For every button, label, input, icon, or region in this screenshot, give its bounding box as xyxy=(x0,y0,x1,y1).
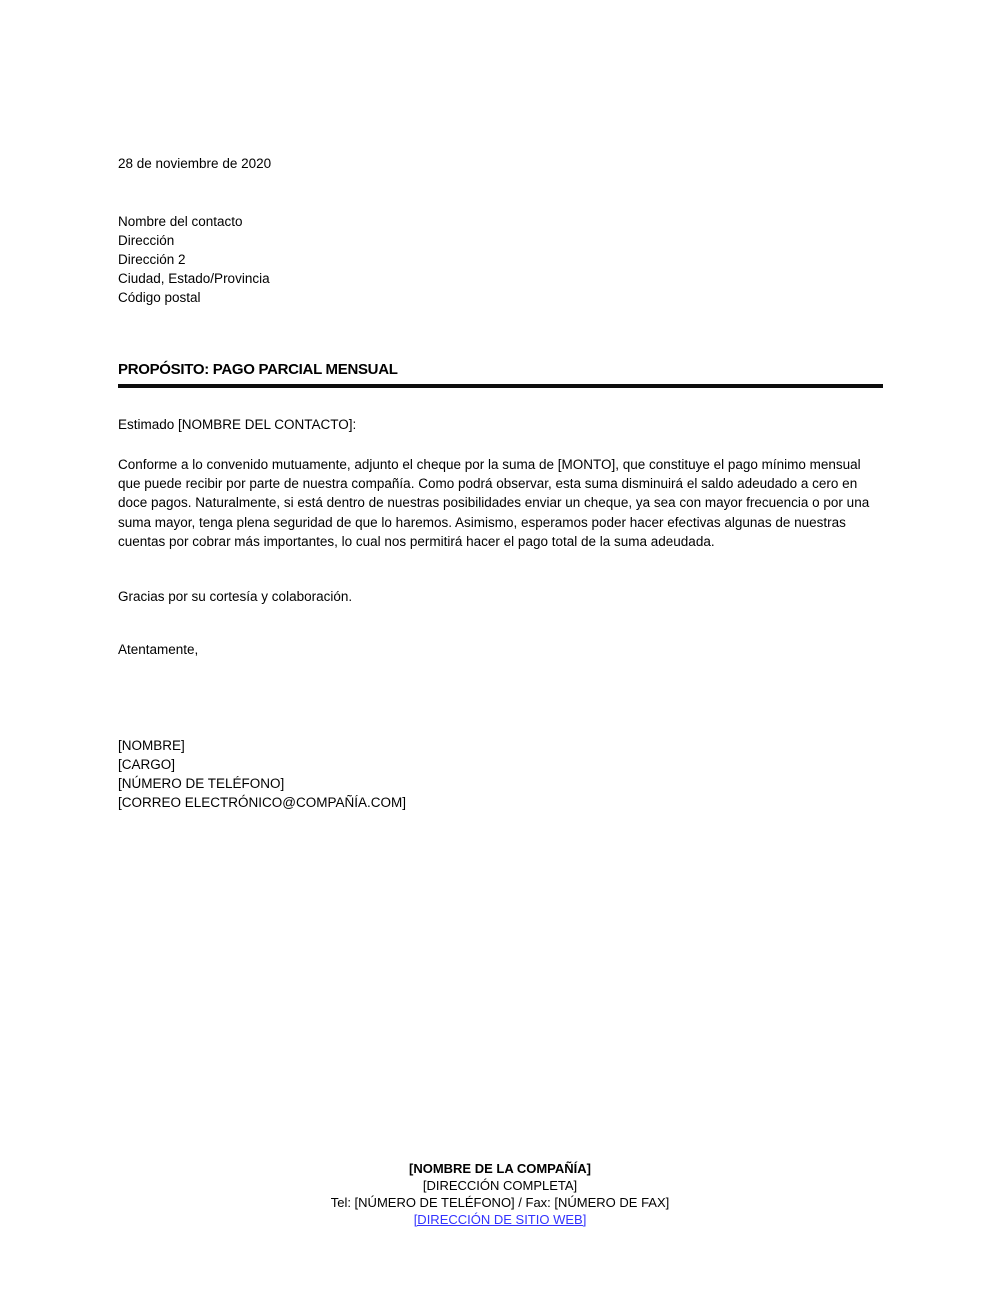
recipient-city-line: Ciudad, Estado/Provincia xyxy=(118,271,270,286)
recipient-postal-line: Código postal xyxy=(118,290,201,305)
footer-tel-fax: Tel: [NÚMERO DE TELÉFONO] / Fax: [NÚMERO DE FAX] xyxy=(330,1195,670,1210)
signature-name: [NOMBRE] xyxy=(118,738,185,753)
greeting: Estimado [NOMBRE DEL CONTACTO]: xyxy=(118,417,357,432)
signature-email: [CORREO ELECTRÓNICO@COMPAÑÍA.COM] xyxy=(118,795,406,810)
signoff: Atentamente, xyxy=(118,642,199,657)
recipient-address-line-2: Dirección 2 xyxy=(118,252,186,267)
footer-address: [DIRECCIÓN COMPLETA] xyxy=(422,1178,578,1193)
recipient-address-line-1: Dirección xyxy=(118,233,175,248)
subject-heading: PROPÓSITO: PAGO PARCIAL MENSUAL xyxy=(118,361,398,378)
letter-date: 28 de noviembre de 2020 xyxy=(118,156,272,171)
recipient-address-block xyxy=(118,212,270,307)
footer-company-name: [NOMBRE DE LA COMPAÑÍA] xyxy=(409,1161,591,1176)
company-footer xyxy=(0,1160,1000,1228)
recipient-name-line: Nombre del contacto xyxy=(118,214,243,229)
signature-phone: [NÚMERO DE TELÉFONO] xyxy=(118,776,285,791)
signature-block xyxy=(118,736,406,812)
signature-title: [CARGO] xyxy=(118,757,176,772)
body-paragraph: Conforme a lo convenido mutuamente, adjunto el cheque por la suma de [MONTO], que constituye el pago mínimo mensual que puede recibir por parte de nuestra compañía. Como podrá observar, esta suma disminuirá el saldo adeudado a cero en doce pagos. Naturalmente, si está dentro de nuestras posibilidades enviar un cheque, ya sea con mayor frecuencia o por una suma mayor, tenga plena seguridad de que lo haremos. Asimismo, esperamos poder hacer efectivas algunas de nuestras cuentas por cobrar más importantes, lo cual nos permitirá hacer el pago total de la suma adeudada. xyxy=(118,457,870,549)
closing-thanks: Gracias por su cortesía y colaboración. xyxy=(118,589,353,604)
subject-divider-rule xyxy=(118,384,883,388)
website-link[interactable]: [DIRECCIÓN DE SITIO WEB] xyxy=(413,1212,587,1227)
